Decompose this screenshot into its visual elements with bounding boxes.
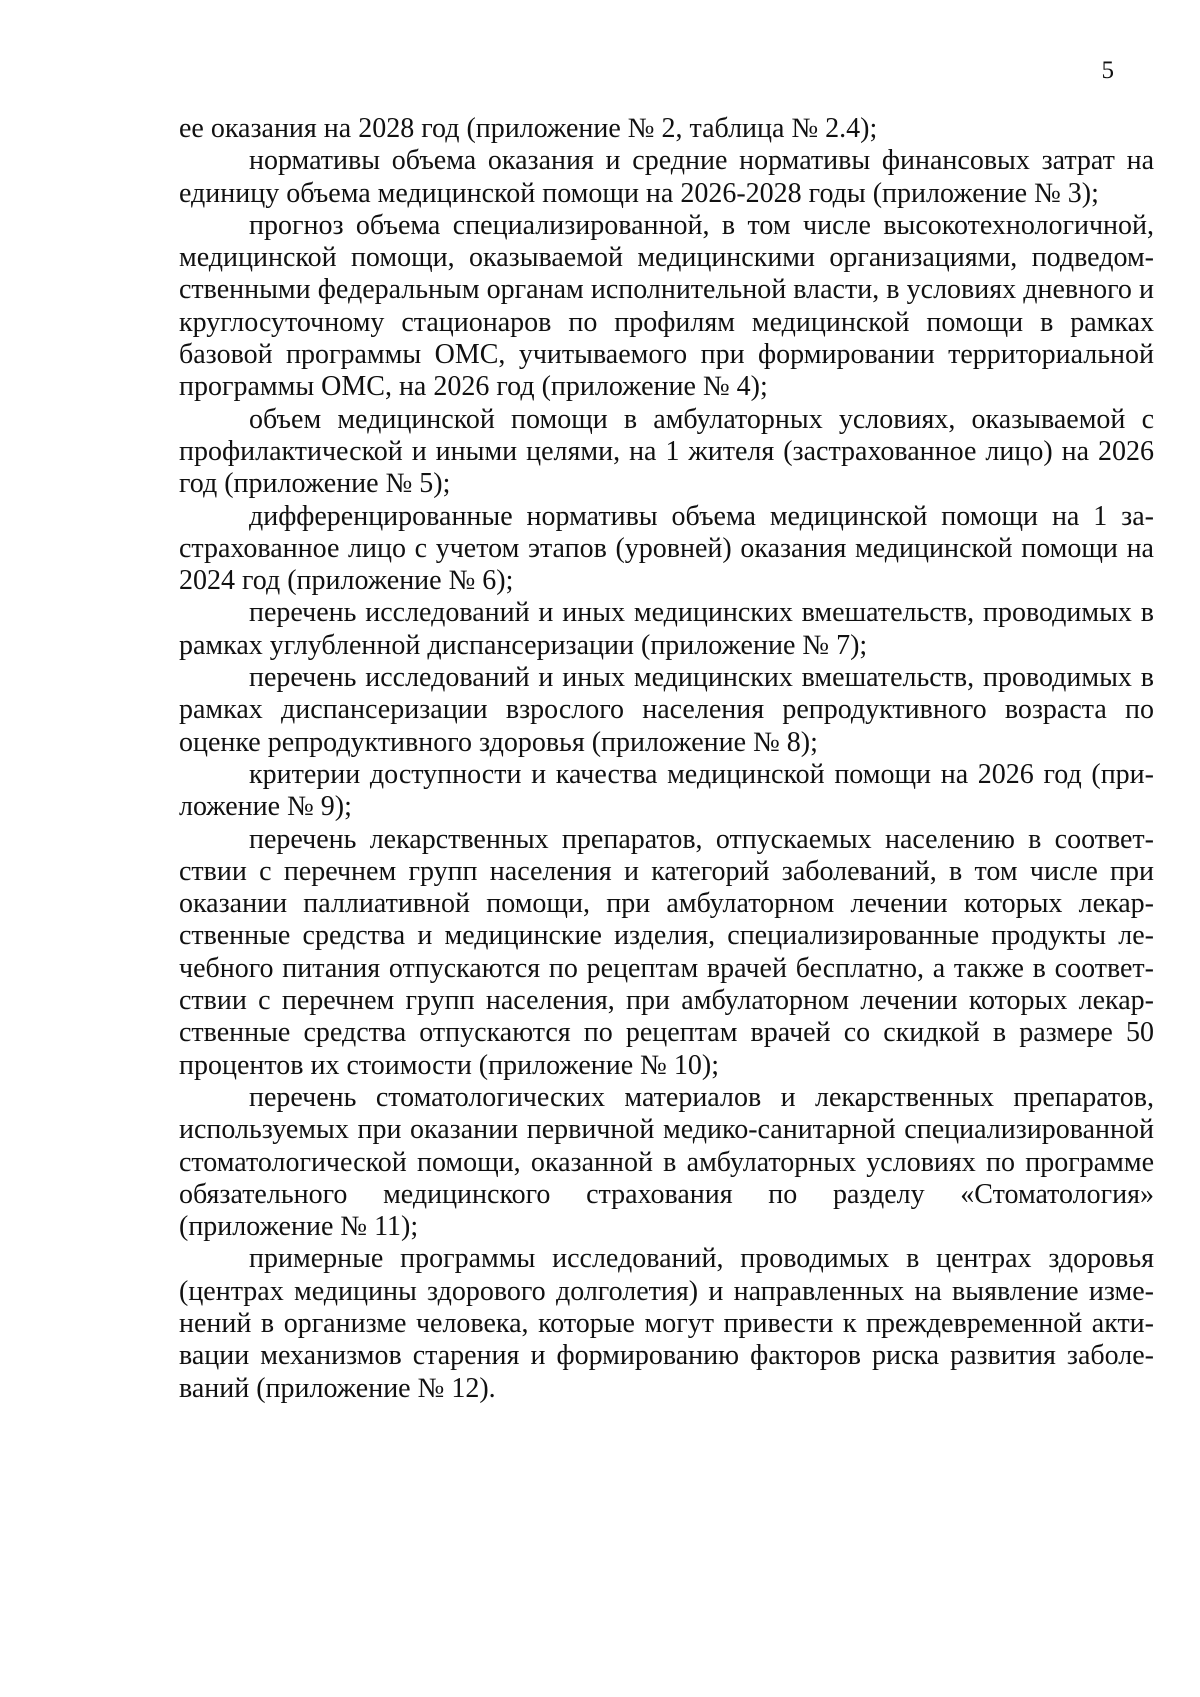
page-number: 5 <box>1101 57 1114 84</box>
document-body <box>179 113 1154 1405</box>
paragraph-dental-materials: перечень стоматологических материалов и лекарственных препаратов, используемых при оказании первичной медико-санитарной специализированной стоматологической помощи, оказанной в амбулаторных условиях по программе обязательного медицинского страхования по разделу «Стоматология» (приложение № 11); <box>179 1081 1154 1243</box>
paragraph-volume-norms: нормативы объема оказания и средние нормативы финансовых затрат на единицу объема медицинской помощи на 2026-2028 годы (приложение № 3); <box>179 145 1154 209</box>
paragraph-outpatient-volume: объем медицинской помощи в амбулаторных условиях, оказываемой с профилактической и иными целями, на 1 жителя (застрахованное лицо) на 2026 год (приложение № 5); <box>179 403 1154 500</box>
paragraph-reproductive-screening: перечень исследований и иных медицинских вмешательств, проводимых в рамках диспансеризации взрослого населения репродуктивного возраста по оценке репродуктивного здоровья (приложение № 8); <box>179 662 1154 758</box>
paragraph-medicines-list: перечень лекарственных препаратов, отпускаемых населению в соответствии с перечнем групп населения и категорий заболеваний, в том числе при оказании паллиативной помощи, при амбулаторном лечении которых лекарственные средства и медицинские изделия, специализированные продукты лечебного питания отпускаются по рецептам врачей бесплатно, а также в соответствии с перечнем групп населения, при амбулаторном лечении которых лекарственные средства отпускаются по рецептам врачей со скидкой в размере 50 процентов их стоимости (приложение № 10); <box>179 823 1154 1081</box>
paragraph-quality-criteria: критерии доступности и качества медицинской помощи на 2026 год (приложение № 9); <box>179 758 1154 823</box>
paragraph-differentiated-norms: дифференцированные нормативы объема медицинской помощи на 1 застрахованное лицо с учетом этапов (уровней) оказания медицинской помощи на 2024 год (приложение № 6); <box>179 500 1154 597</box>
paragraph-specialized-care-forecast: прогноз объема специализированной, в том числе высокотехнологичной, медицинской помощи, оказываемой медицинскими организациями, подведомственными федеральным органам исполнительной власти, в условиях дневного и круглосуточному стационаров по профилям медицинской помощи в рамках базовой программы ОМС, учитываемого при формировании территориальной программы ОМС, на 2026 год (приложение № 4); <box>179 209 1154 403</box>
paragraph-in-depth-screening: перечень исследований и иных медицинских вмешательств, проводимых в рамках углубленной диспансеризации (приложение № 7); <box>179 597 1154 661</box>
paragraph-continuation: ее оказания на 2028 год (приложение № 2, таблица № 2.4); <box>179 113 878 144</box>
paragraph-health-centers-programs: примерные программы исследований, проводимых в центрах здоровья (центрах медицины здорового долголетия) и направленных на выявление изменений в организме человека, которые могут привести к преждевременной активации механизмов старения и формированию факторов риска развития заболеваний (приложение № 12). <box>179 1243 1154 1404</box>
